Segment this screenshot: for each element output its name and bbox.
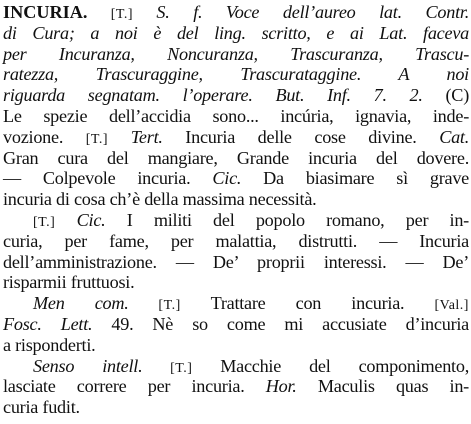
dictionary-entry-incuria [3,2,469,418]
headword: INCURIA. [3,2,88,22]
entry-line [3,127,469,148]
entry-line [3,23,469,44]
editor-mark: [T.] [85,131,109,147]
italic-text: Senso intell. [33,355,143,376]
italic-text: di Cura; a noi è del ling. scritto, e ai Lat. faceva [3,22,469,43]
italic-text: riguarda segnatam. l’operare. But. Inf. 7. 2. [3,85,423,106]
italic-text: ratezza, Trascuraggine, Trascurataggine. A noi [3,64,469,85]
entry-line [3,106,469,127]
text-run: vozione. [3,126,86,147]
entry-line [3,397,469,418]
italic-text: Cic. [76,209,106,230]
text-run: 49. Nè so come mi accusiate d’incuria [92,313,469,334]
entry-line [3,314,469,335]
text-run: (C) [422,85,469,106]
text-run [108,127,131,147]
text-run [55,210,76,230]
entry-line [3,85,469,106]
text-run: a risponderti. [3,334,96,355]
italic-text: S. f. Voce dell’aureo lat. Contr. [156,2,469,22]
editor-mark: [T.] [128,298,211,314]
text-run: incuria di cosa ch’è della massima necessità. [3,189,317,210]
italic-text: Fosc. Lett. [3,313,93,334]
entry-line [3,231,469,252]
editor-mark: [Val.] [434,298,469,314]
entry-line [3,252,469,273]
entry-line [3,376,469,397]
entry-line [3,64,469,85]
editor-mark: [T.] [87,7,157,22]
entry-line [3,210,469,231]
text-run: I militi del popolo romano, per in- [105,209,469,230]
entry-line [3,356,469,377]
text-run: curia, per fame, per malattia, distrutti. — Incuria [3,230,469,251]
entry-line [3,168,469,189]
editor-mark: [T.] [142,360,221,376]
text-run: risparmii fruttuosi. [3,272,135,293]
text-run: curia fudit. [3,397,80,418]
italic-text: Cic. [212,168,242,189]
entry-line [3,148,469,169]
text-run: Gran cura del mangiare, Grande incuria del dovere. [3,147,469,168]
italic-text: per Incuranza, Noncuranza, Trascuranza, Trascu- [3,43,469,64]
entry-line [3,44,469,65]
text-run: — Colpevole incuria. [3,168,213,189]
italic-text: Men com. [33,293,129,314]
text-run: Incuria delle cose divine. [162,126,440,147]
text-run: Da biasimare sì grave [241,168,469,189]
text-run: Le spezie dell’accidia sono... incúria, ignavia, inde- [3,105,469,126]
text-run: Macchie del componimento, [220,355,469,376]
entry-line [3,335,469,356]
text-run: Maculis quas in- [296,376,469,397]
italic-text: Tert. [130,126,163,147]
editor-mark: [T.] [33,214,56,230]
text-run: Trattare con incuria. [210,293,435,314]
entry-line [3,2,469,23]
entry-line [3,272,469,293]
entry-line [3,189,469,210]
text-run: lasciate correre per incuria. [3,376,266,397]
italic-text: Hor. [265,376,297,397]
text-run: dell’amministrazione. — De’ proprii interessi. — De’ [3,251,469,272]
italic-text: Cat. [439,126,470,147]
entry-line [3,293,469,314]
